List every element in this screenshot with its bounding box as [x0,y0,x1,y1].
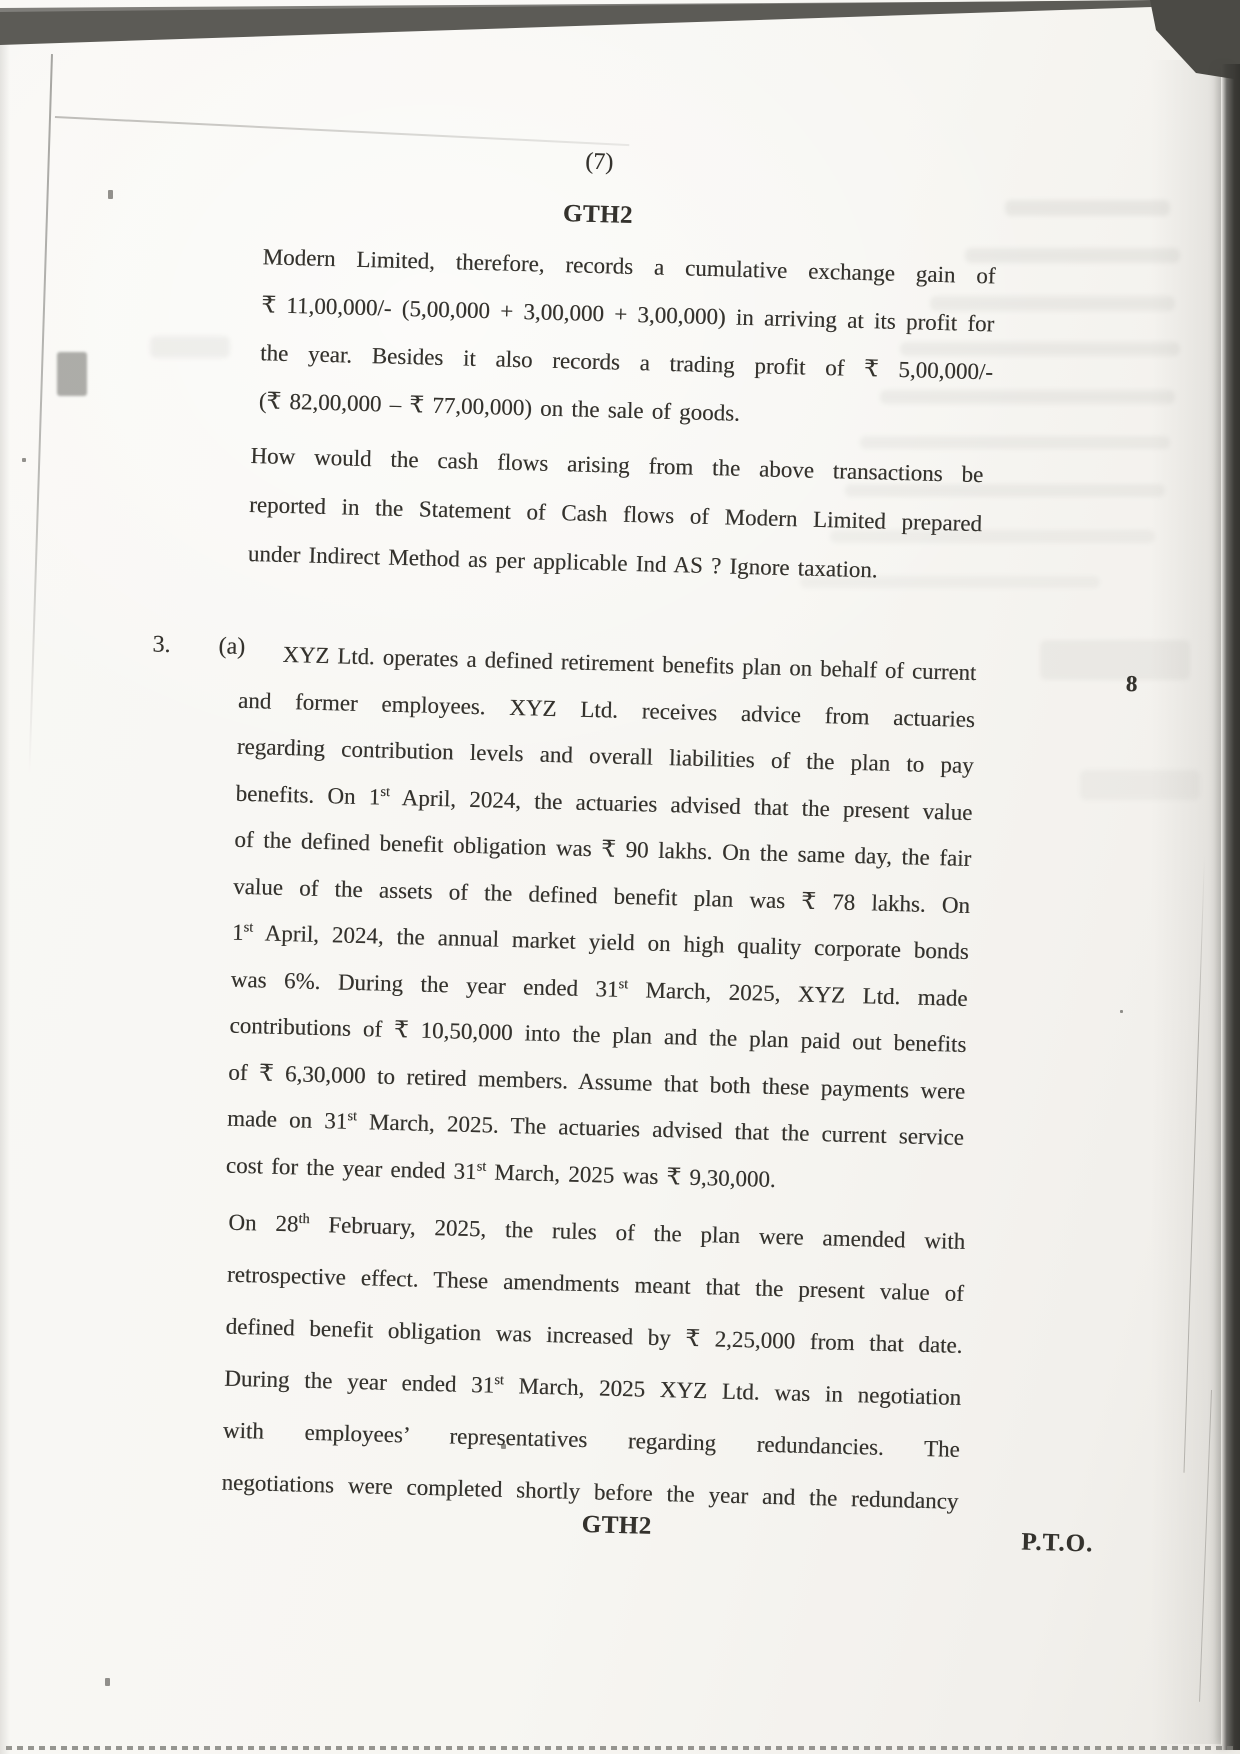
text-line: defined benefit obligation was increased by ₹ 2,25,000 from that date. [225,1313,963,1358]
text-line: with employees’ representatives regarding redundancies. The [222,1417,961,1462]
page-number: (7) [584,148,614,176]
document-content [98,130,1199,1747]
paper-code-footer: GTH2 [581,1511,653,1540]
text-line: reported in the Statement of Cash flows of Modern Limited prepared [248,491,983,537]
text-line: regarding contribution levels and overall liabilities of the plan to pay [236,733,974,779]
text-line: cost for the year ended 31st March, 2025 was ₹ 9,30,000. [225,1152,777,1192]
ink-smudge [57,352,87,396]
text-line: Modern Limited, therefore, records a cumulative exchange gain of [262,244,996,289]
page-crease-line [28,54,52,774]
text-line: How would the cash flows arising from the above transactions be [250,443,984,488]
text-line: negotiations were completed shortly before the year and the redundancy [221,1469,959,1514]
scan-left-shading [0,40,10,1754]
text-line: of the defined benefit obligation was ₹ 90 lakhs. On the same day, the fair [234,826,972,872]
paper-code-header: GTH2 [562,200,634,229]
text-line: On 28th February, 2025, the rules of the plan were amended with [228,1209,966,1254]
text-line: value of the assets of the defined benefit plan was ₹ 78 lakhs. On [232,873,971,918]
text-line: was 6%. During the year ended 31st March, 2025, XYZ Ltd. made [230,966,968,1011]
question-prompt-paragraph [247,431,984,597]
text-line: benefits. On 1st April, 2024, the actuaries advised that the present value [235,780,973,825]
question-part-label: (a) [218,633,246,660]
text-line: made on 31st March, 2025. The actuaries advised that the current service [226,1105,965,1150]
text-line: under Indirect Method as per applicable Ind AS ? Ignore taxation. [247,540,878,583]
text-line: retrospective effect. These amendments meant that the present value of [226,1261,965,1306]
text-line: (₹ 82,00,000 – ₹ 77,00,000) on the sale of goods. [258,388,741,426]
scan-right-edge [1221,64,1240,1750]
scan-speck [108,190,113,199]
marks-badge: 8 [1125,671,1138,697]
scan-speck [22,458,26,462]
text-line: and former employees. XYZ Ltd. receives advice from actuaries [237,687,976,732]
scan-top-edge [0,0,1240,92]
question-3a-paragraph-2 [221,1197,966,1528]
text-line: the year. Besides it also records a trading profit of ₹ 5,00,000/- [259,340,994,385]
question-3a-paragraph-1 [225,631,976,1208]
text-line: XYZ Ltd. operates a defined retirement benefits plan on behalf of current [282,641,977,686]
text-line: 1st April, 2024, the annual market yield on high quality corporate bonds [231,919,970,964]
question-number: 3. [152,631,171,658]
text-line: contributions of ₹ 10,50,000 into the plan and the plan paid out benefits [229,1012,967,1057]
intro-paragraph [258,233,996,444]
text-line: During the year ended 31st March, 2025 XYZ Ltd. was in negotiation [224,1365,962,1410]
pto-label: P.T.O. [1020,1528,1094,1558]
text-line: of ₹ 6,30,000 to retired members. Assume that both these payments were [228,1059,966,1104]
scan-bottom-edge [6,1746,1236,1750]
text-line: ₹ 11,00,000/- (5,00,000 + 3,00,000 + 3,00,000) in arriving at its profit for [261,292,995,337]
